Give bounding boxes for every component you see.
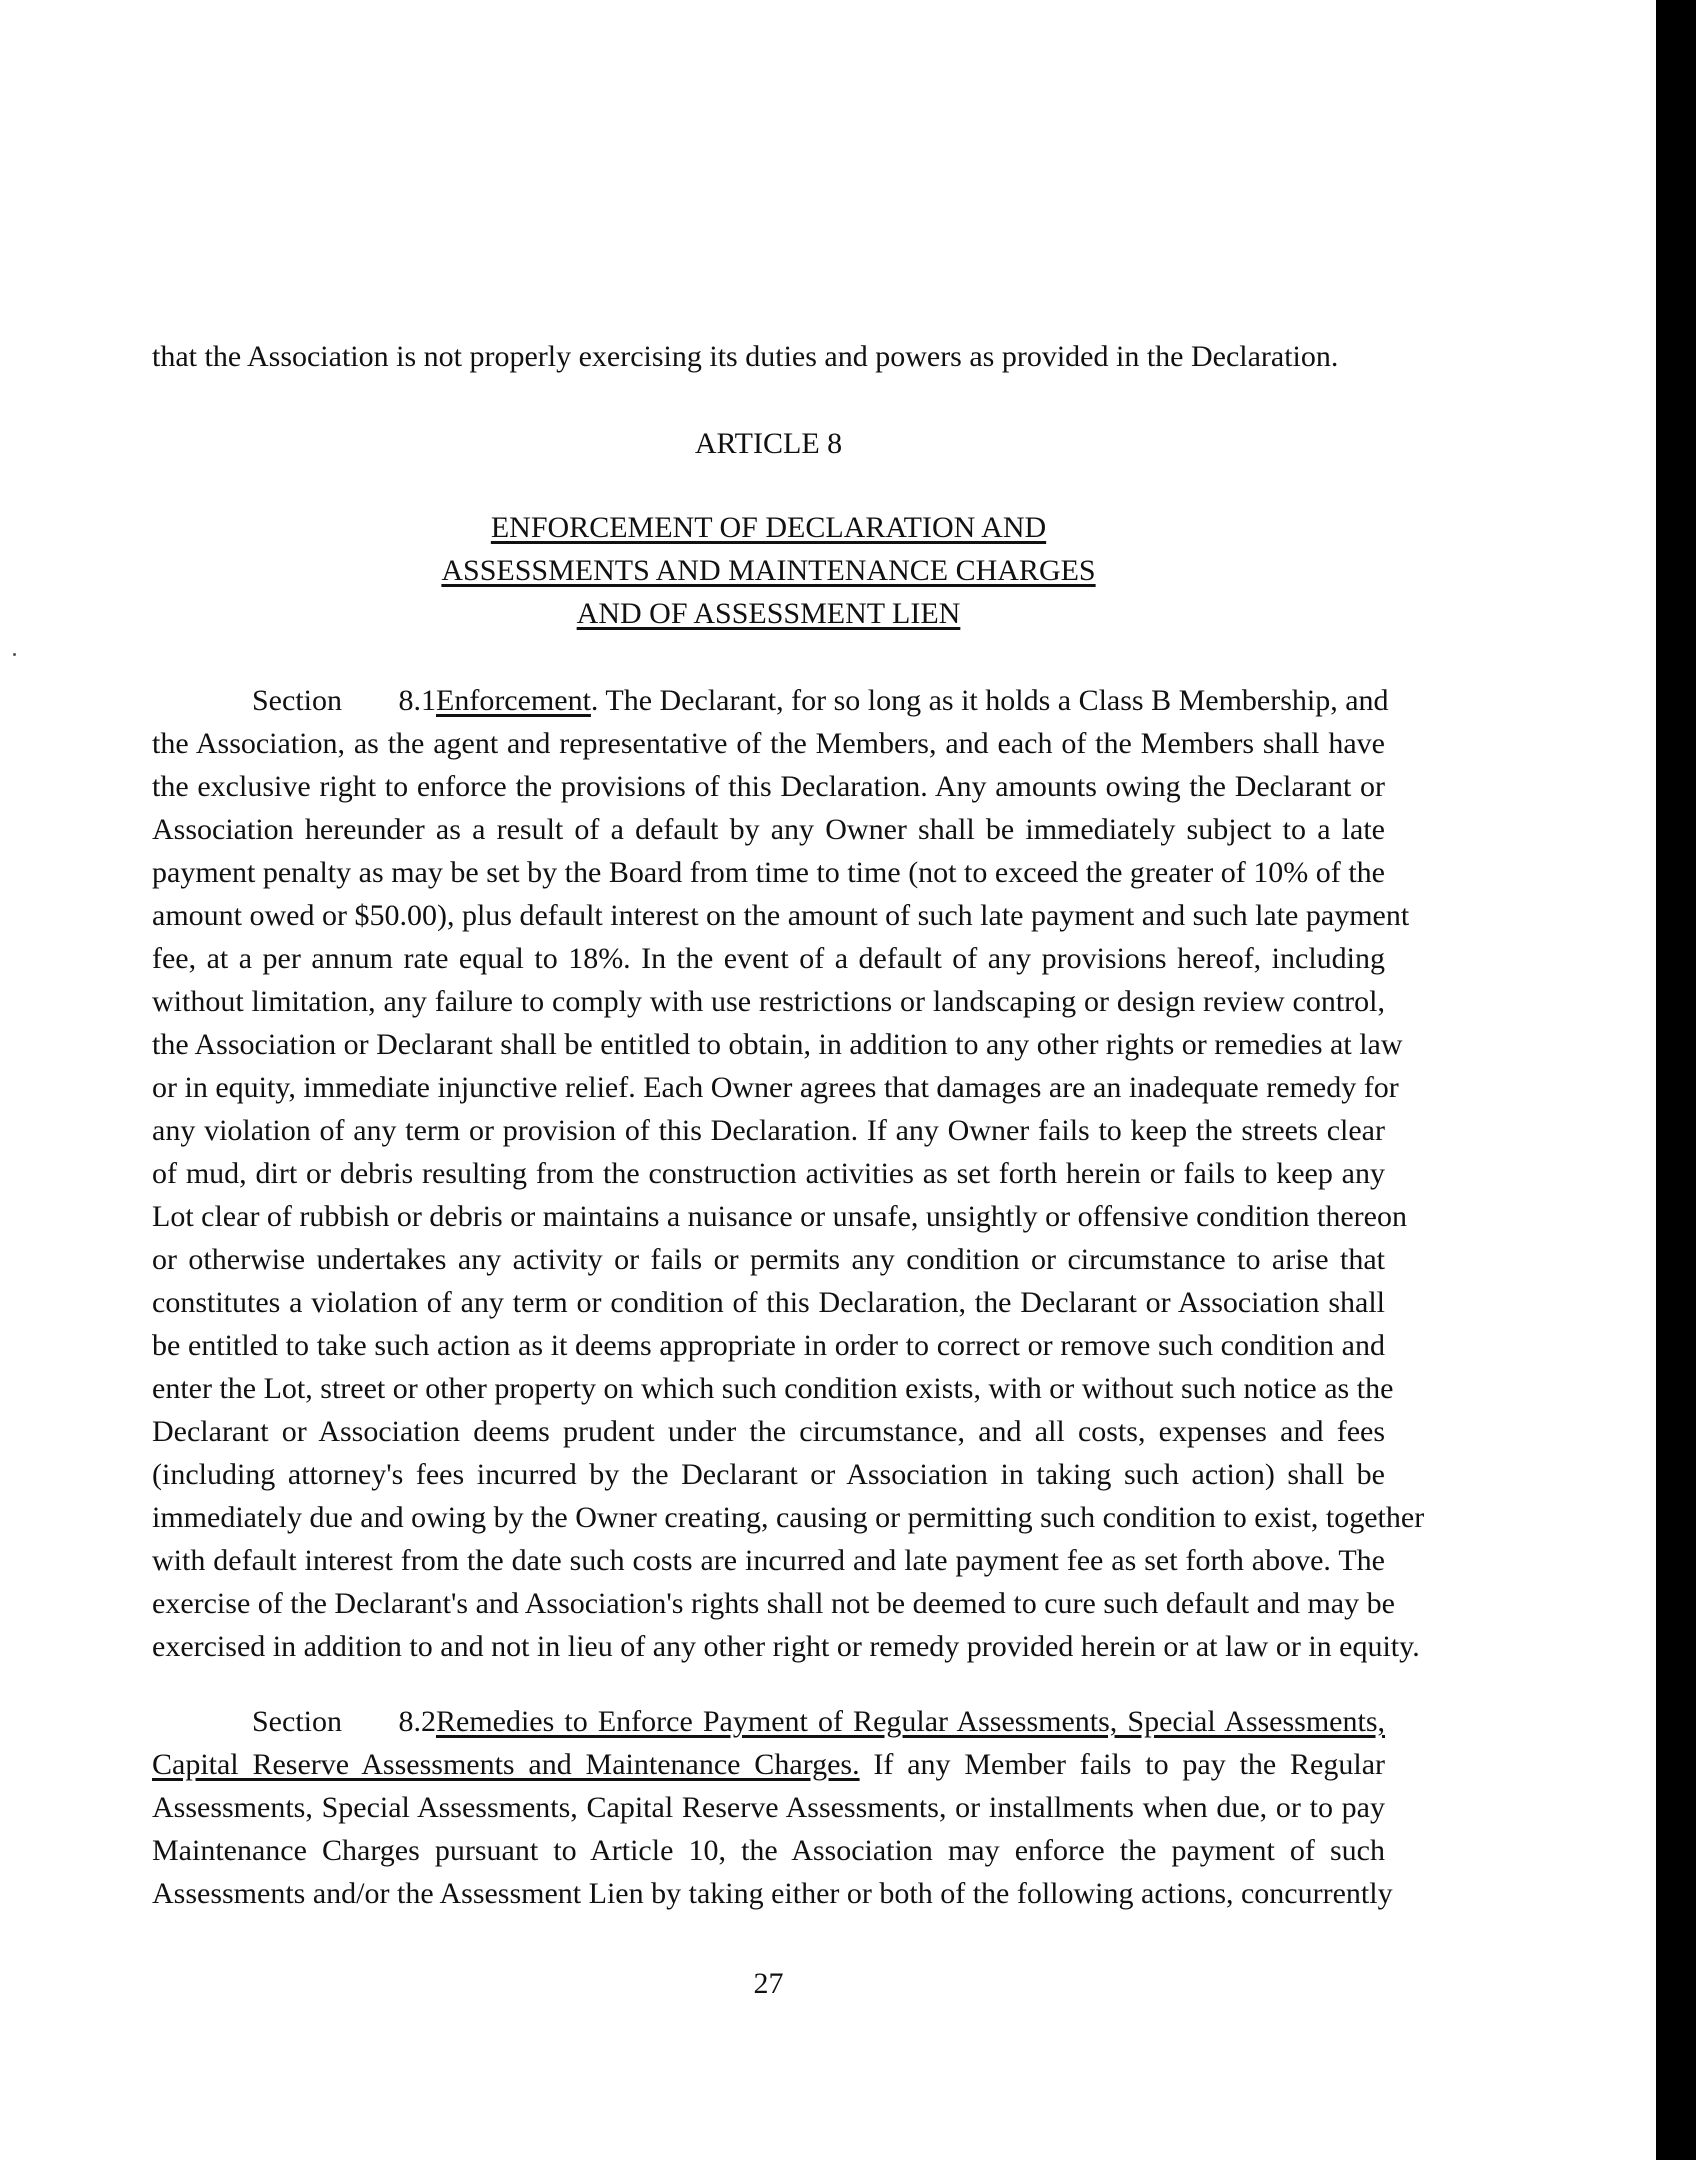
section-8-1-body-line-20: with default interest from the date such costs are incurred and late payment fee as set forth above. The bbox=[152, 1544, 1385, 1577]
section-8-1-body-line-7: without limitation, any failure to comply with use restrictions or landscaping or design review control, bbox=[152, 985, 1385, 1018]
section-8-2-first-line bbox=[152, 1702, 1385, 1742]
section-8-2-number: Section 8.2 bbox=[252, 1705, 436, 1738]
section-8-1-body-line-16: enter the Lot, street or other property on which such condition exists, with or without such notice as the bbox=[152, 1372, 1394, 1405]
section-8-1-body-line-18: (including attorney's fees incurred by the Declarant or Association in taking such action) shall be bbox=[152, 1458, 1385, 1491]
section-8-1-body-line-1: the Association, as the agent and representative of the Members, and each of the Members shall have bbox=[152, 727, 1385, 760]
section-8-1-number: Section 8.1 bbox=[252, 684, 436, 717]
section-8-1-body-line-13: or otherwise undertakes any activity or fails or permits any condition or circumstance to arise that bbox=[152, 1243, 1385, 1276]
section-8-1-heading: Enforcement bbox=[436, 684, 591, 717]
section-8-1-body-line-9: or in equity, immediate injunctive relief. Each Owner agrees that damages are an inadequate remedy for bbox=[152, 1071, 1399, 1104]
article-label: ARTICLE 8 bbox=[694, 427, 843, 460]
section-8-2-second-line-rest: If any Member fails to pay the Regular bbox=[859, 1748, 1386, 1781]
scan-border bbox=[1656, 0, 1696, 2160]
section-8-1-first-line-rest: . The Declarant, for so long as it holds a Class B Membership, and bbox=[590, 684, 1389, 717]
section-8-2-second-line bbox=[152, 1745, 1385, 1785]
section-8-1-body-line-21: exercise of the Declarant's and Association's rights shall not be deemed to cure such default and may be bbox=[152, 1587, 1395, 1620]
section-8-1-body-line-17: Declarant or Association deems prudent under the circumstance, and all costs, expenses and fees bbox=[152, 1415, 1385, 1448]
section-8-1-body-line-11: of mud, dirt or debris resulting from the construction activities as set forth herein or fails to keep any bbox=[152, 1157, 1385, 1190]
section-8-1-body-line-3: Association hereunder as a result of a default by any Owner shall be immediately subject to a late bbox=[152, 813, 1385, 846]
section-8-2-heading-line-2: Capital Reserve Assessments and Maintenance Charges. bbox=[152, 1748, 860, 1781]
article-title-line-3: AND OF ASSESSMENT LIEN bbox=[576, 597, 961, 630]
section-8-1-body-line-6: fee, at a per annum rate equal to 18%. In the event of a default of any provisions hereof, including bbox=[152, 942, 1385, 975]
section-8-2-heading-line-1: Remedies to Enforce Payment of Regular Assessments, Special Assessments, bbox=[436, 1705, 1385, 1738]
section-8-1-body-line-10: any violation of any term or provision of this Declaration. If any Owner fails to keep the streets clear bbox=[152, 1114, 1385, 1147]
section-8-1-body-line-14: constitutes a violation of any term or condition of this Declaration, the Declarant or Association shall bbox=[152, 1286, 1385, 1319]
section-8-1-body-line-5: amount owed or $50.00), plus default interest on the amount of such late payment and such late payment bbox=[152, 899, 1410, 932]
page-number: 27 bbox=[753, 1967, 784, 2000]
section-8-1-body-line-2: the exclusive right to enforce the provisions of this Declaration. Any amounts owing the Declarant or bbox=[152, 770, 1385, 803]
section-8-2-body-line-3: Assessments and/or the Assessment Lien by taking either or both of the following actions, concurrently bbox=[152, 1877, 1393, 1910]
section-8-1-body-line-8: the Association or Declarant shall be entitled to obtain, in addition to any other rights or remedies at law bbox=[152, 1028, 1403, 1061]
section-8-1-first-line bbox=[152, 681, 1389, 721]
section-8-1-body-line-4: payment penalty as may be set by the Board from time to time (not to exceed the greater of 10% of the bbox=[152, 856, 1385, 889]
section-8-2-body-line-1: Assessments, Special Assessments, Capital Reserve Assessments, or installments when due, or to pay bbox=[152, 1791, 1385, 1824]
intro-line: that the Association is not properly exercising its duties and powers as provided in the Declaration. bbox=[152, 340, 1339, 373]
scan-artifact bbox=[13, 653, 16, 656]
section-8-1-body-line-12: Lot clear of rubbish or debris or maintains a nuisance or unsafe, unsightly or offensive condition thereon bbox=[152, 1200, 1407, 1233]
article-title-line-1: ENFORCEMENT OF DECLARATION AND bbox=[490, 511, 1047, 544]
section-8-1-body-line-15: be entitled to take such action as it deems appropriate in order to correct or remove such condition and bbox=[152, 1329, 1385, 1362]
section-8-2-body-line-2: Maintenance Charges pursuant to Article 10, the Association may enforce the payment of such bbox=[152, 1834, 1385, 1867]
article-title-line-2: ASSESSMENTS AND MAINTENANCE CHARGES bbox=[441, 554, 1096, 587]
section-8-1-body-line-22: exercised in addition to and not in lieu of any other right or remedy provided herein or at law or in equity. bbox=[152, 1630, 1420, 1663]
section-8-1-body-line-19: immediately due and owing by the Owner creating, causing or permitting such condition to exist, together bbox=[152, 1501, 1425, 1534]
